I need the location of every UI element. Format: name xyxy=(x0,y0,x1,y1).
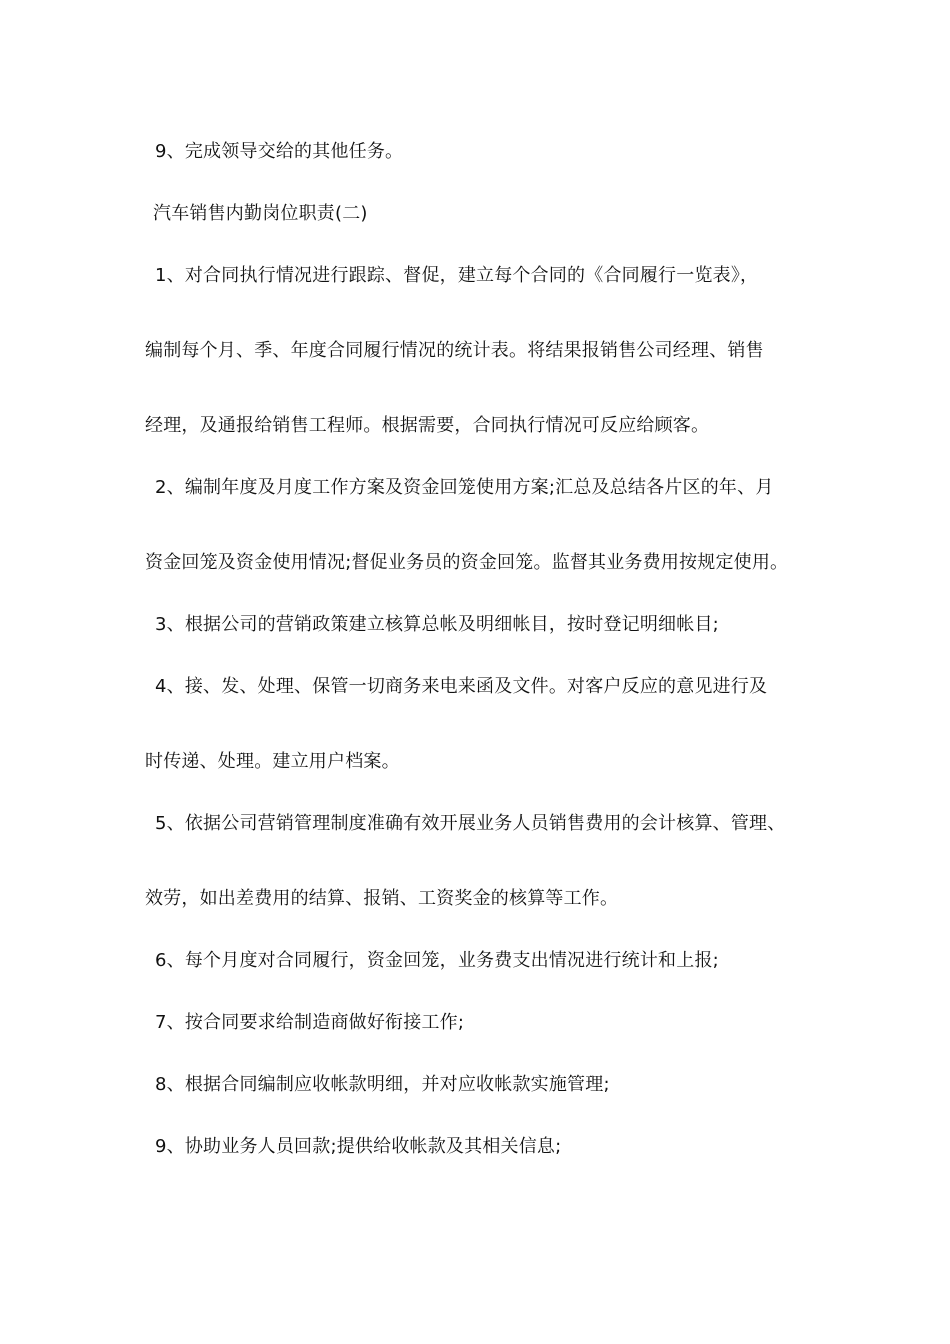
paragraph-line: 时传递、处理。建立用户档案。 xyxy=(145,751,400,772)
list-item: 8、根据合同编制应收帐款明细，并对应收帐款实施管理; xyxy=(155,1074,610,1095)
section-heading: 汽车销售内勤岗位职责(二) xyxy=(153,203,368,224)
paragraph-line: 经理，及通报给销售工程师。根据需要，合同执行情况可反应给顾客。 xyxy=(145,415,710,436)
list-item: 4、接、发、处理、保管一切商务来电来函及文件。对客户反应的意见进行及 xyxy=(155,676,768,697)
paragraph-line: 效劳，如出差费用的结算、报销、工资奖金的核算等工作。 xyxy=(145,888,619,909)
paragraph-line: 资金回笼及资金使用情况;督促业务员的资金回笼。监督其业务费用按规定使用。 xyxy=(145,552,789,573)
list-item: 1、对合同执行情况进行跟踪、督促，建立每个合同的《合同履行一览表》， xyxy=(155,265,759,286)
list-item: 6、每个月度对合同履行，资金回笼，业务费支出情况进行统计和上报; xyxy=(155,950,719,971)
list-item: 3、根据公司的营销政策建立核算总帐及明细帐目，按时登记明细帐目; xyxy=(155,614,719,635)
list-item: 9、协助业务人员回款;提供给收帐款及其相关信息; xyxy=(155,1136,562,1157)
list-item: 5、依据公司营销管理制度准确有效开展业务人员销售费用的会计核算、管理、 xyxy=(155,813,786,834)
paragraph-line: 编制每个月、季、年度合同履行情况的统计表。将结果报销售公司经理、销售 xyxy=(145,340,764,361)
list-item: 2、编制年度及月度工作方案及资金回笼使用方案;汇总及总结各片区的年、月 xyxy=(155,477,774,498)
list-item: 7、按合同要求给制造商做好衔接工作; xyxy=(155,1012,465,1033)
list-item: 9、完成领导交给的其他任务。 xyxy=(155,141,404,162)
